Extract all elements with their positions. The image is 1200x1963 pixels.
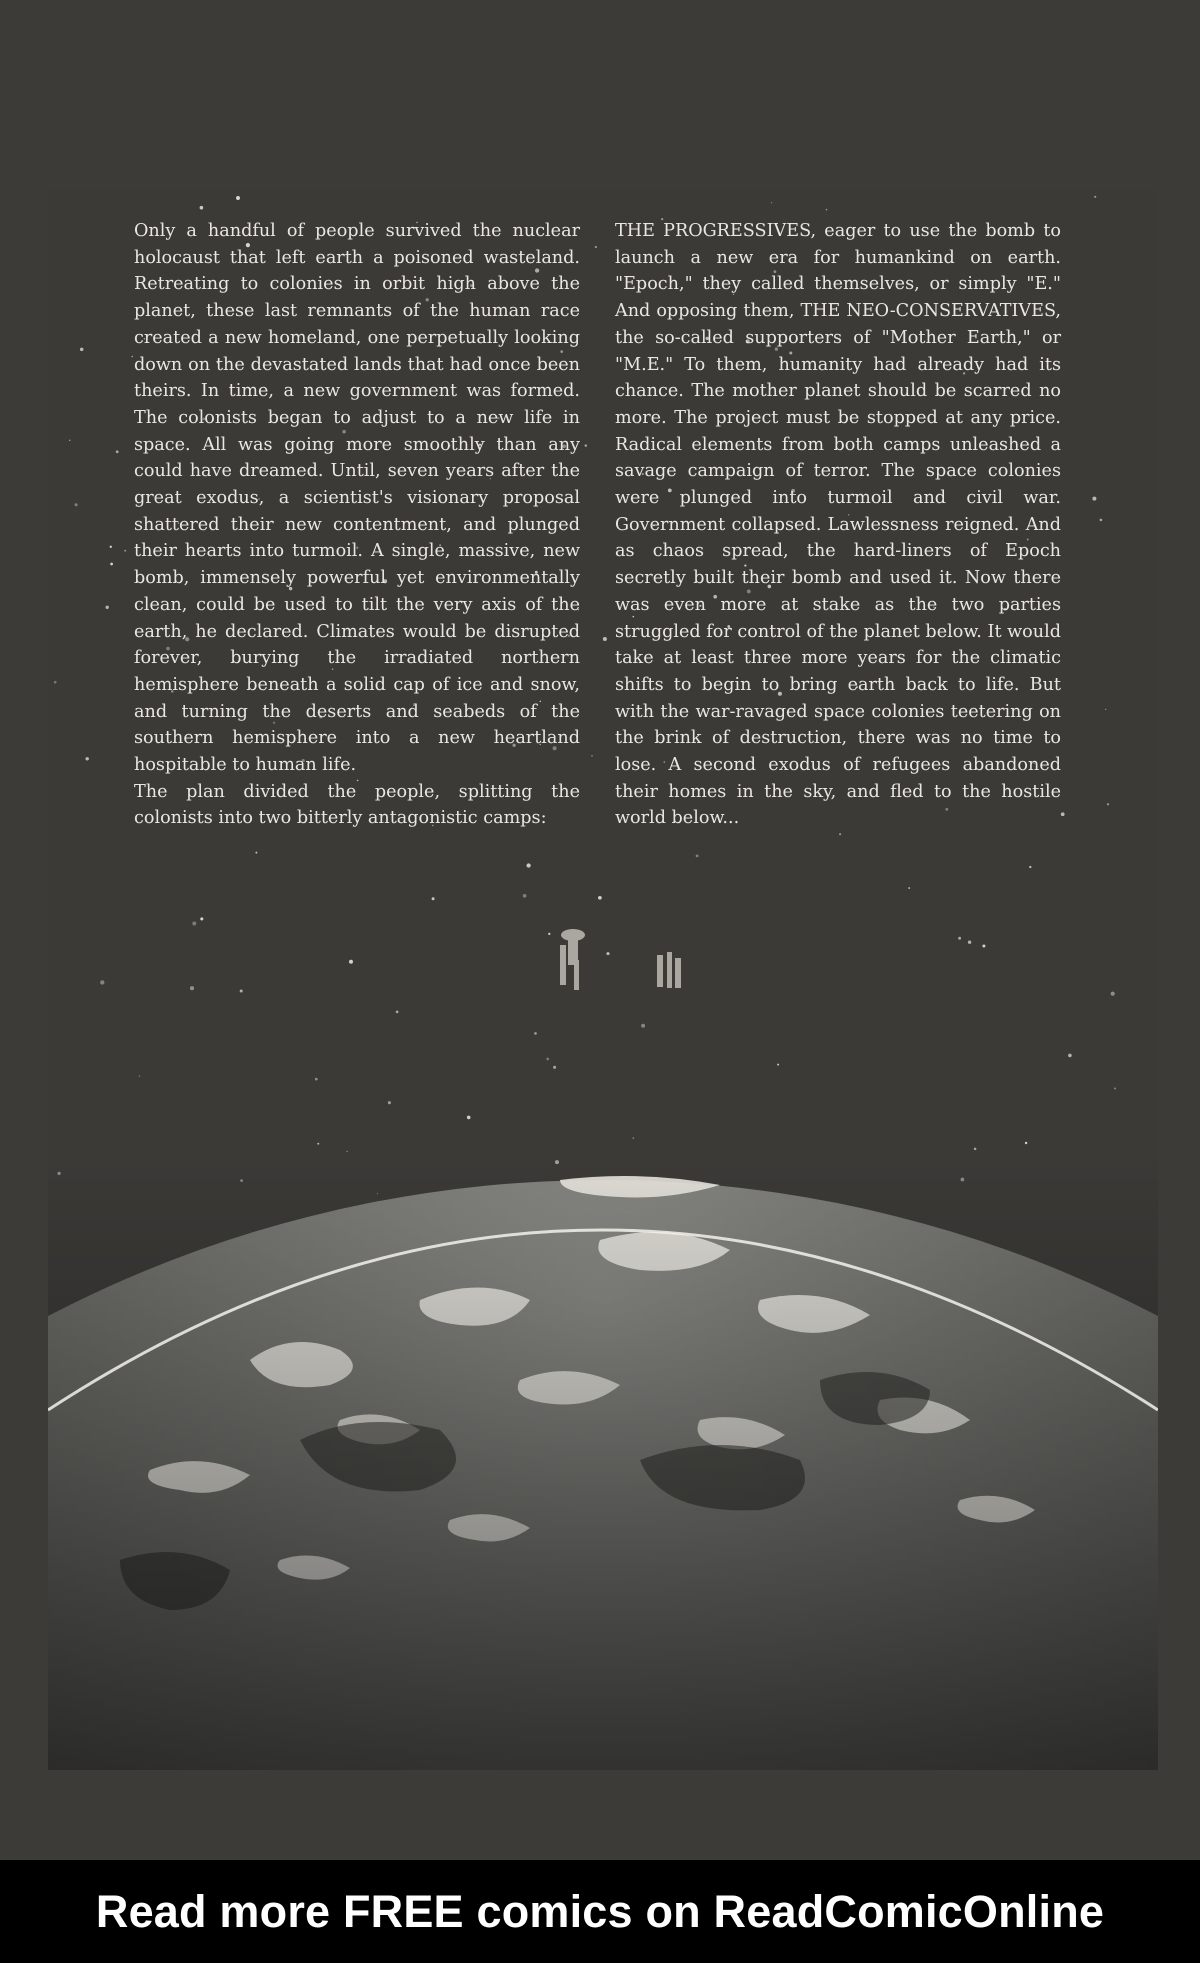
star (54, 681, 57, 684)
star (388, 1101, 391, 1104)
star (255, 852, 257, 854)
star (1094, 196, 1096, 198)
star (69, 440, 71, 442)
star (190, 986, 194, 990)
earth-planet-illustration (0, 1150, 1200, 1860)
star (1068, 1054, 1072, 1058)
star (106, 606, 109, 609)
star (110, 546, 112, 548)
star (1029, 866, 1031, 868)
star (1061, 812, 1065, 816)
star (124, 550, 126, 552)
star (633, 1137, 634, 1138)
star (839, 833, 841, 835)
star (585, 444, 587, 446)
story-paragraph: THE PROGRESSIVES, eager to use the bomb to launch a new era for humankind on earth. "Epoch," they called themselves, or simply "E." And opposing them, THE NEO-CONSERVATIVES, the so-called supporters of "Mother Earth," or "M.E." To them, humanity had already had its chance. The mother planet should be scarred no more. The project must be stopped at any price. Radical elements from both camps unleashed a savage campaign of terror. The space colonies were plunged into turmoil and civil war. Government collapsed. Lawlessness reigned. And as chaos spread, the hard-liners of Epoch secretly built their bomb and used it. Now there was even more at stake as the two parties struggled for control of the planet below. It would take at least three more years for the climatic shifts to begin to bring earth back to life. But with the war-ravaged space colonies teetering on the brink of destruction, there was no time to lose. A second exodus of refugees abandoned their homes in the sky, and fled to the hostile world below... (615, 221, 1061, 829)
story-text-left-column (134, 218, 580, 832)
star (236, 196, 240, 200)
star (1092, 497, 1096, 501)
star (467, 1116, 471, 1120)
star (396, 1011, 399, 1014)
star (192, 922, 196, 926)
star (958, 937, 961, 940)
star (1025, 1142, 1027, 1144)
star (591, 755, 593, 757)
star (315, 1078, 318, 1081)
star (85, 757, 88, 760)
star (523, 894, 527, 898)
star (1100, 519, 1103, 522)
star (1111, 992, 1115, 996)
star (131, 356, 133, 358)
star (982, 944, 985, 947)
star (595, 246, 597, 248)
star (641, 1024, 645, 1028)
star (317, 1143, 319, 1145)
star (432, 897, 435, 900)
star (200, 917, 203, 920)
star (696, 855, 699, 858)
star (598, 896, 602, 900)
star (349, 960, 353, 964)
star (1107, 803, 1109, 805)
star (75, 503, 78, 506)
star (777, 1064, 779, 1066)
star (968, 941, 971, 944)
star (240, 989, 243, 992)
star (1114, 1088, 1116, 1090)
star (116, 450, 119, 453)
star (100, 980, 104, 984)
star (546, 1058, 549, 1061)
star (606, 952, 609, 955)
footer-banner (0, 1860, 1200, 1963)
star (200, 206, 204, 210)
star (974, 1148, 977, 1151)
star (80, 348, 83, 351)
star (534, 1032, 537, 1035)
star (548, 933, 550, 935)
story-paragraph: The plan divided the people, splitting the colonists into two bitterly antagonistic camps: (134, 781, 580, 829)
star (526, 863, 530, 867)
readcomiconline-link[interactable]: Read more FREE comics on ReadComicOnline (95, 1885, 1105, 1937)
story-text-right-column (615, 218, 1061, 832)
star (110, 563, 113, 566)
star (603, 637, 607, 641)
star (1105, 709, 1106, 710)
star (553, 1066, 556, 1069)
star (771, 202, 772, 203)
star (826, 209, 828, 211)
star (908, 887, 910, 889)
story-paragraph: Only a handful of people survived the nuclear holocaust that left earth a poisoned wasteland. Retreating to colonies in orbit high above the planet, these last remnants of the human race created a new homeland, one perpetually looking down on the devastated lands that had once been theirs. In time, a new government was formed. The colonists began to adjust to a new life in space. All was going more smoothly than any could have dreamed. Until, seven years after the great exodus, a scientist's visionary proposal shattered their new contentment, and plunged their hearts into turmoil. A single, massive, new bomb, immensely powerful yet environmentally clean, could be used to tilt the very axis of the earth, he declared. Climates would be disrupted forever, burying the irradiated northern hemisphere beneath a solid cap of ice and snow, and turning the deserts and seabeds of the southern hemisphere into a new heartland hospitable to human life. (134, 221, 580, 776)
star (139, 1075, 140, 1076)
